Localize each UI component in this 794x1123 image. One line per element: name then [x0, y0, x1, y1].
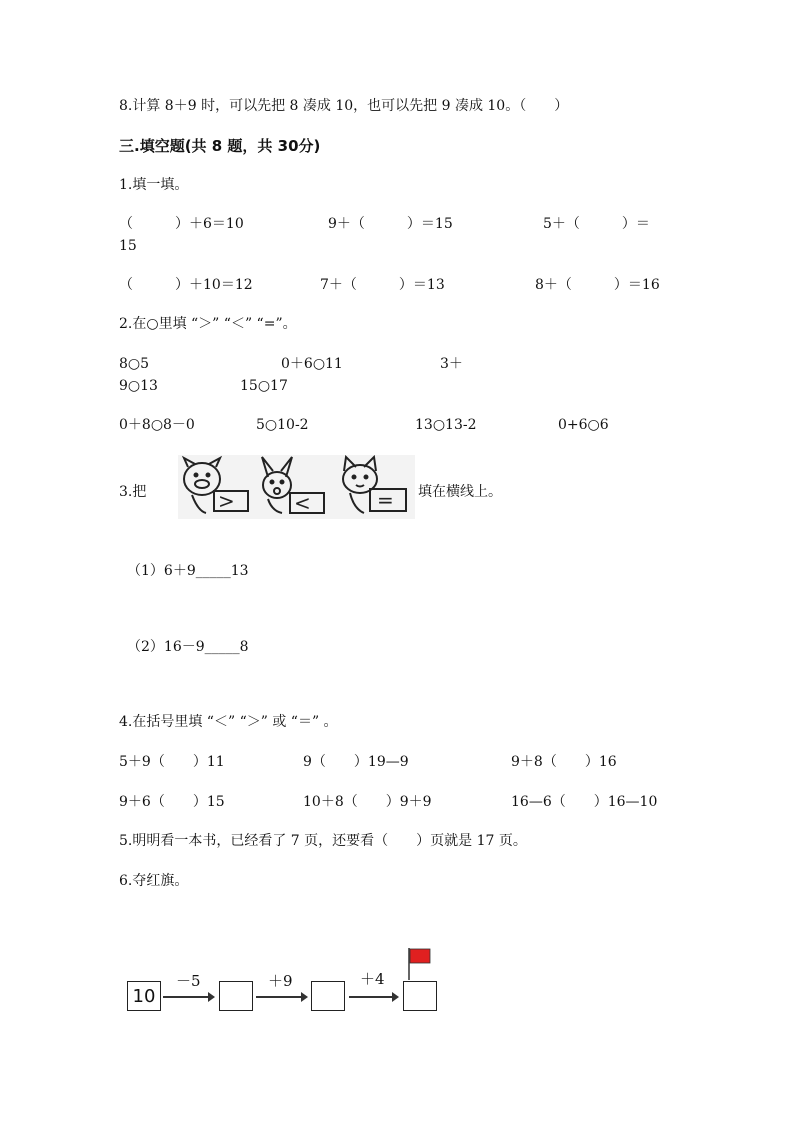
q4-title: 4.在括号里填 “＜” “＞” 或 “＝” 。	[119, 714, 338, 730]
cat-icon	[343, 457, 406, 513]
op-1-label: －5	[176, 972, 201, 990]
sign-less: <	[294, 491, 311, 515]
q2-row1-item2: 0＋6○11	[281, 356, 343, 372]
start-box: 10	[127, 981, 161, 1011]
rabbit-icon	[262, 457, 324, 513]
q3-prefix: 3.把	[119, 484, 147, 500]
q1-row1-item2: 9＋（ ）＝15	[328, 216, 453, 232]
red-flag-icon	[405, 946, 435, 982]
arrow-3	[349, 996, 397, 998]
arrow-2	[256, 996, 306, 998]
animals-with-signs-image	[178, 455, 415, 519]
q6-title: 6.夺红旗。	[119, 873, 189, 889]
q2-row2-item3: 13○13-2	[415, 417, 477, 433]
q2-row1-item3: 3＋	[440, 356, 463, 372]
q1-row1-item1: （ ）＋6＝10	[119, 216, 244, 232]
q1-row2-item2: 7＋（ ）＝13	[320, 277, 445, 293]
q4-row1-item1: 5＋9（ ）11	[119, 754, 225, 770]
q4-row2-item2: 10＋8（ ）9＋9	[303, 794, 432, 810]
q3-suffix: 填在横线上。	[418, 484, 502, 500]
answer-box-final[interactable]	[403, 981, 437, 1011]
q1-row1-wrap: 15	[119, 238, 137, 254]
question-8-text: 8.计算 8＋9 时，可以先把 8 凑成 10，也可以先把 9 凑成 10。（ ）	[119, 98, 569, 114]
q1-row2-item1: （ ）＋10＝12	[119, 277, 253, 293]
op-2-label: ＋9	[268, 972, 293, 990]
pig-icon	[184, 458, 248, 513]
q4-row2-item1: 9＋6（ ）15	[119, 794, 225, 810]
q2-row2-item2: 5○10-2	[256, 417, 309, 433]
q1-row2-item3: 8＋（ ）＝16	[535, 277, 660, 293]
q2-row1-item1: 8○5	[119, 356, 150, 372]
q2-row1-wrap2: 15○17	[240, 378, 288, 394]
q1-row1-item3: 5＋（ ）＝	[543, 216, 650, 232]
q2-row2-item1: 0＋8○8－0	[119, 417, 195, 433]
q3-item2: （2）16－9_____8	[127, 639, 249, 655]
sign-greater: >	[218, 489, 235, 513]
q4-row1-item2: 9（ ）19—9	[303, 754, 409, 770]
answer-box-1[interactable]	[219, 981, 253, 1011]
sign-equal: =	[377, 488, 394, 512]
q3-item1: （1）6＋9_____13	[127, 563, 249, 579]
q4-row1-item3: 9＋8（ ）16	[511, 754, 617, 770]
q5-text: 5.明明看一本书，已经看了 7 页，还要看（ ）页就是 17 页。	[119, 833, 527, 849]
answer-box-2[interactable]	[311, 981, 345, 1011]
q1-title: 1.填一填。	[119, 177, 189, 193]
q2-row2-item4: 0+6○6	[558, 417, 609, 433]
q2-title: 2.在○里填 “＞” “＜” “=”。	[119, 316, 297, 332]
arrow-1	[163, 996, 213, 998]
q2-row1-wrap1: 9○13	[119, 378, 158, 394]
op-3-label: ＋4	[360, 970, 385, 988]
section-title: 三.填空题(共 8 题，共 30分)	[119, 137, 321, 155]
q4-row2-item3: 16—6（ ）16—10	[511, 794, 658, 810]
